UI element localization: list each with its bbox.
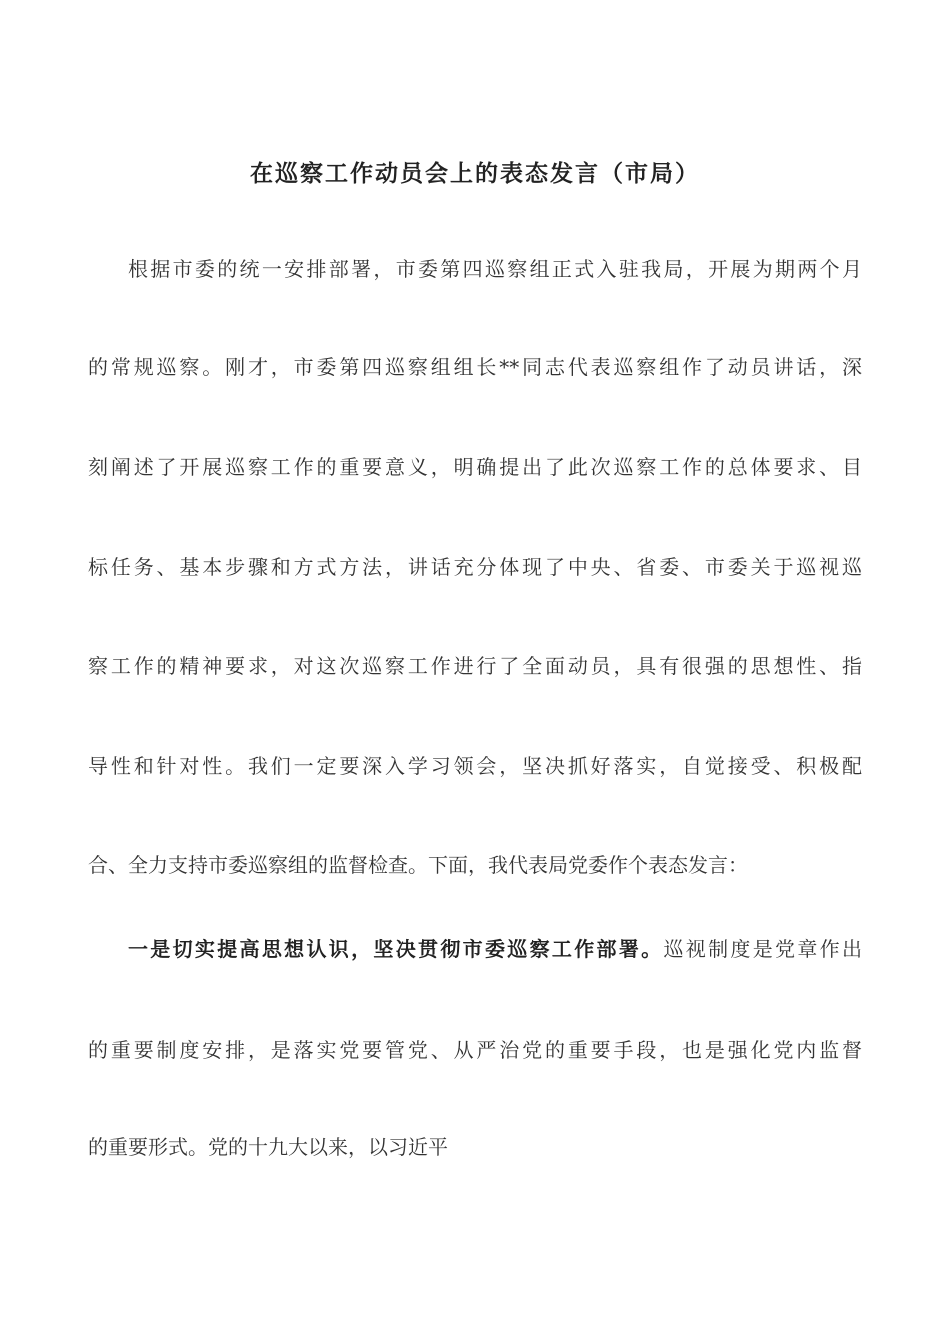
paragraph-line-6: 导性和针对性。我们一定要深入学习领会，坚决抓好落实，自觉接受、积极配	[88, 754, 862, 778]
point-one-line-2: 的重要制度安排，是落实党要管党、从严治党的重要手段，也是强化党内监督	[88, 1038, 862, 1062]
point-one-heading: 一是切实提高思想认识，坚决贯彻市委巡察工作部署。	[128, 937, 664, 961]
point-one-text: 巡视制度是党章作出	[663, 937, 862, 961]
paragraph-line-5: 察工作的精神要求，对这次巡察工作进行了全面动员，具有很强的思想性、指	[88, 654, 862, 678]
paragraph-line-4: 标任务、基本步骤和方式方法，讲话充分体现了中央、省委、市委关于巡视巡	[88, 555, 862, 579]
paragraph-line-7: 合、全力支持市委巡察组的监督检查。下面，我代表局党委作个表态发言：	[88, 853, 748, 877]
paragraph-line-3: 刻阐述了开展巡察工作的重要意义，明确提出了此次巡察工作的总体要求、目	[88, 455, 862, 479]
paragraph-line-2: 的常规巡察。刚才，市委第四巡察组组长**同志代表巡察组作了动员讲话，深	[88, 355, 862, 379]
document-title: 在巡察工作动员会上的表态发言（市局）	[250, 160, 700, 187]
point-one-line-1	[88, 935, 862, 963]
point-one-line-3: 的重要形式。党的十九大以来，以习近平	[88, 1135, 448, 1159]
paragraph-line-1: 根据市委的统一安排部署，市委第四巡察组正式入驻我局，开展为期两个月	[128, 257, 862, 281]
